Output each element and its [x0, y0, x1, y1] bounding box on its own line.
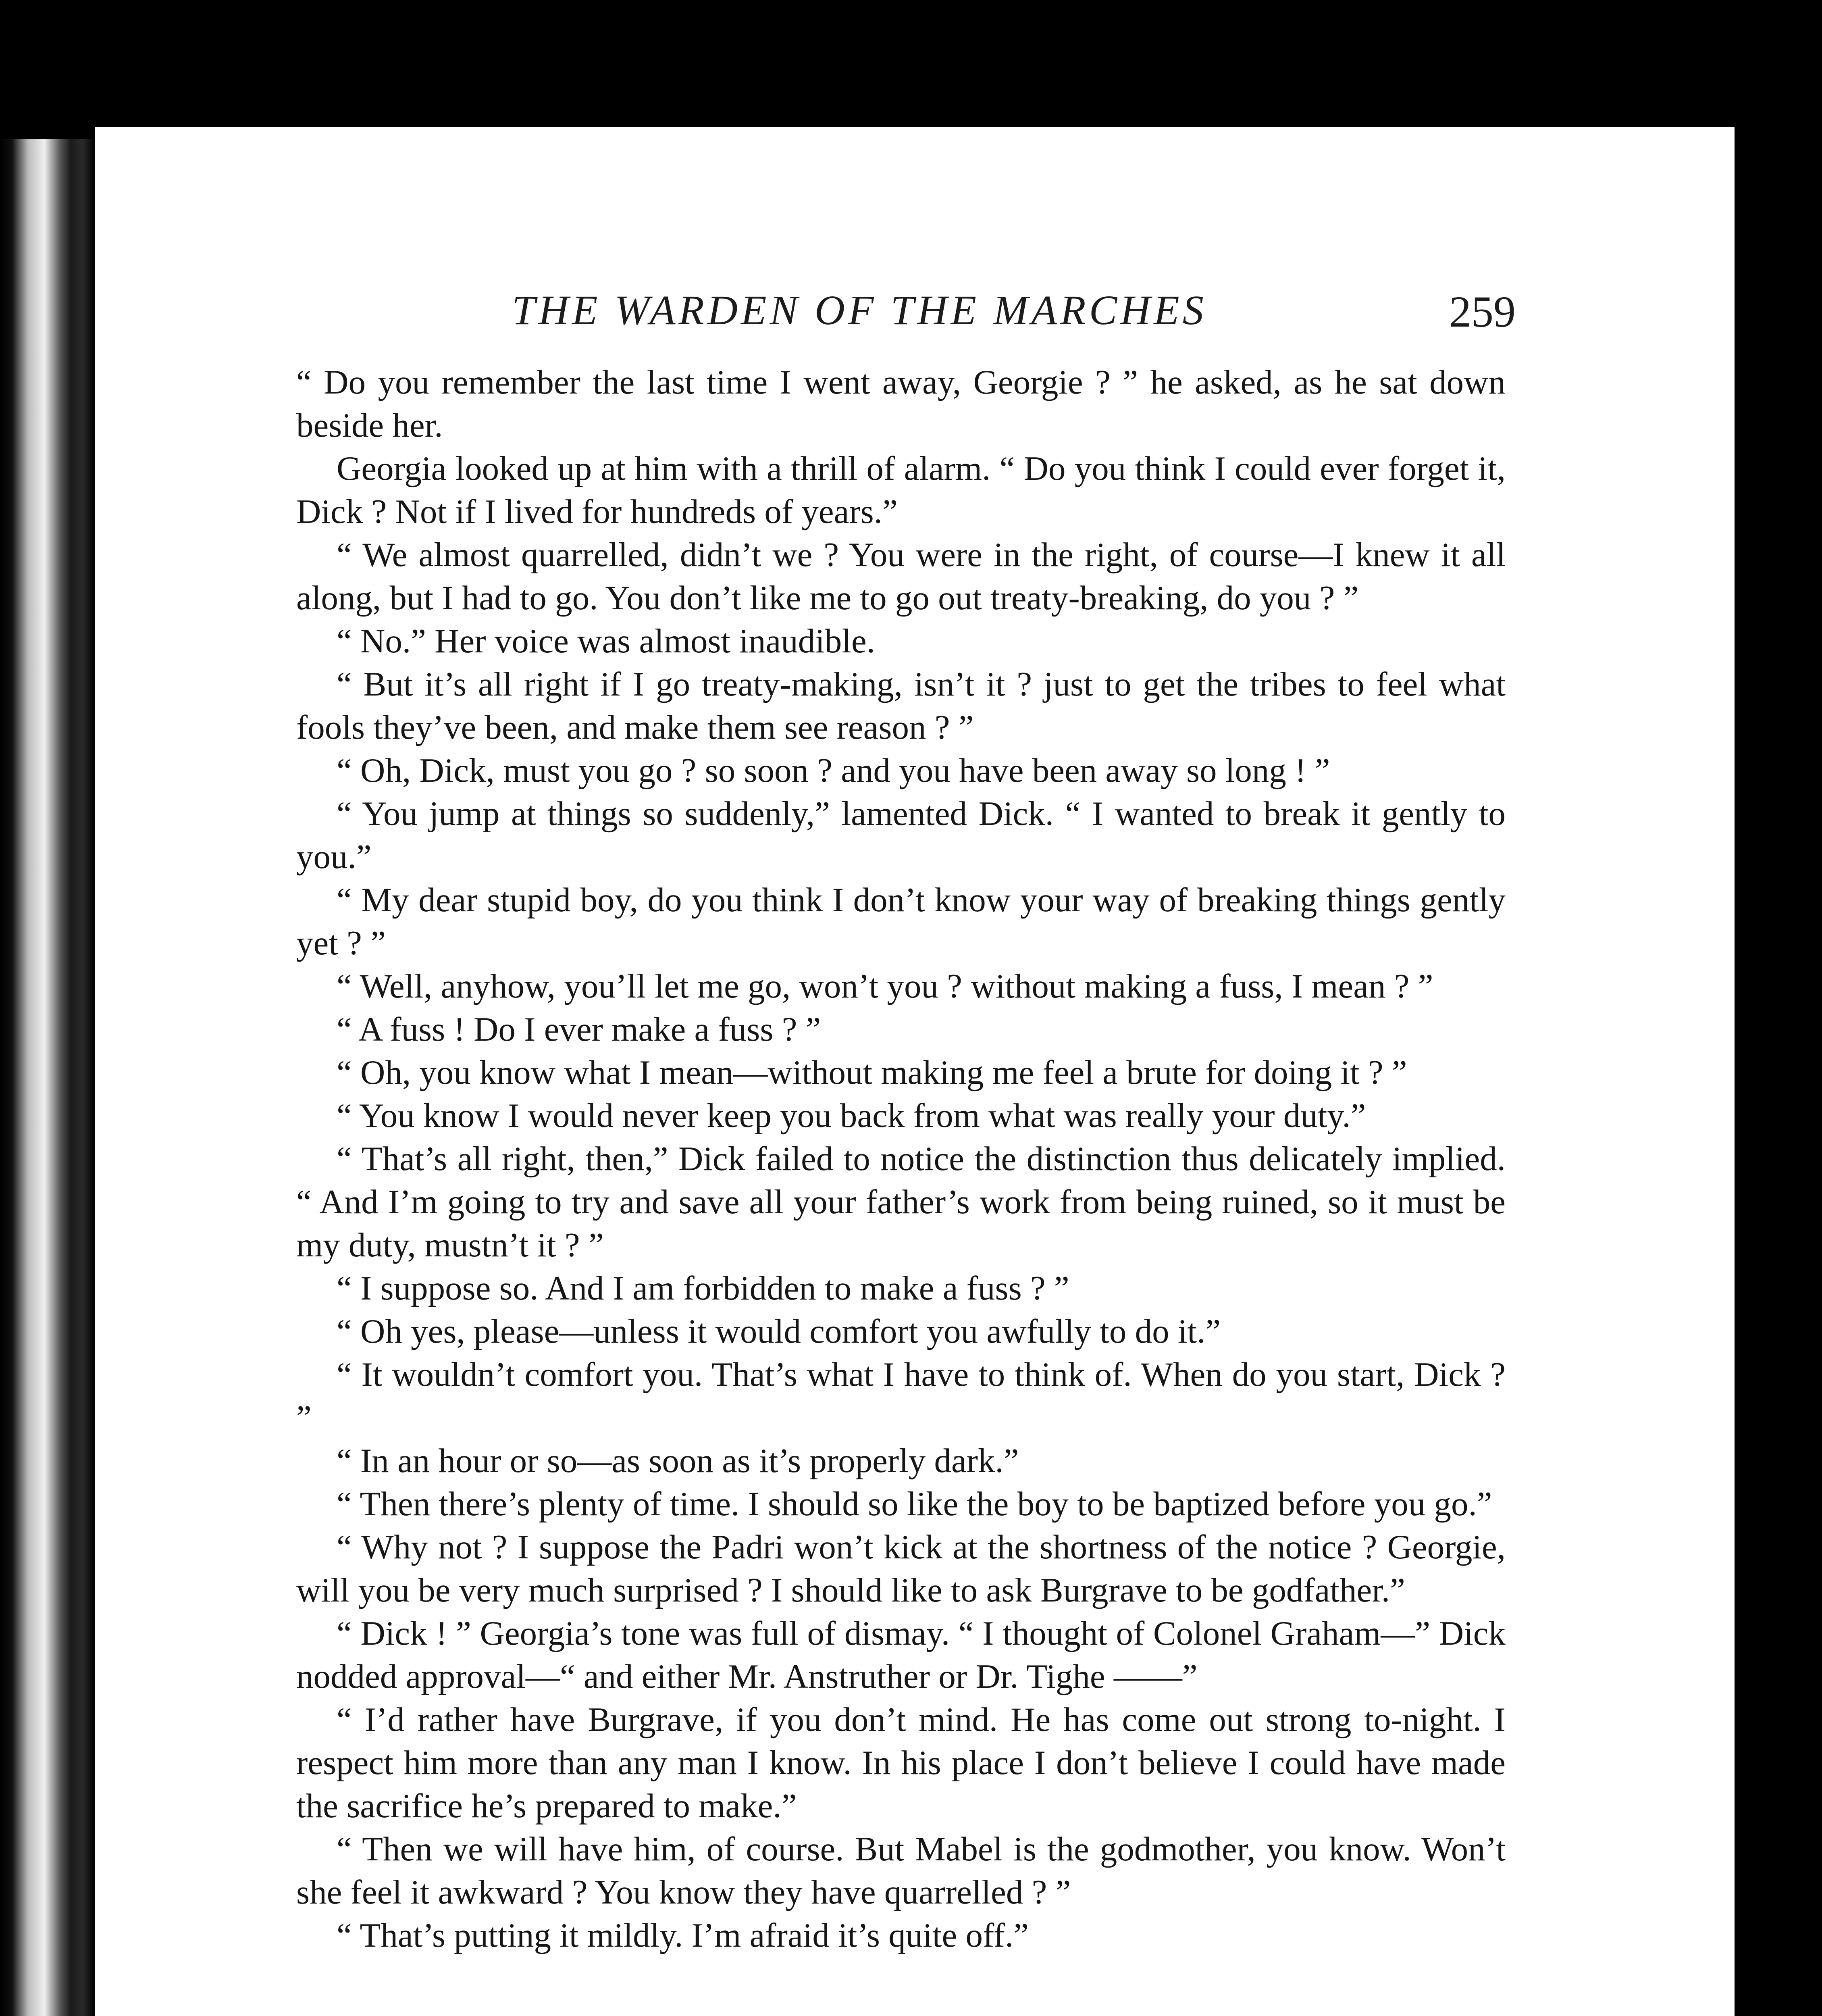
- paragraph: “ Then we will have him, of course. But Mabel is the godmother, you know. Won’t she feel it awkward ? You know they have quarrelled ? ”: [296, 1830, 1506, 1911]
- paragraph: “ Then there’s plenty of time. I should so like the boy to be baptized before you go.”: [337, 1485, 1492, 1523]
- paragraph: “ It wouldn’t comfort you. That’s what I have to think of. When do you start, Dick ? ”: [296, 1356, 1506, 1437]
- paragraph: “ Oh, you know what I mean—without making me feel a brute for doing it ? ”: [337, 1054, 1407, 1091]
- paragraph: “ That’s putting it mildly. I’m afraid it’s quite off.”: [337, 1916, 1029, 1954]
- running-title: THE WARDEN OF THE MARCHES: [512, 287, 1207, 333]
- paragraph: “ That’s all right, then,” Dick failed to notice the distinction thus delicately implied. “ And I’m going to try and save all your father’s work from being ruined, so it must be my duty, mustn’t it ? ”: [296, 1140, 1506, 1264]
- paragraph: Georgia looked up at him with a thrill of alarm. “ Do you think I could ever forget it, Dick ? Not if I lived for hundreds of years.”: [296, 450, 1506, 531]
- paragraph: “ You know I would never keep you back from what was really your duty.”: [337, 1097, 1366, 1135]
- body-text: [296, 361, 1506, 1957]
- paragraph: “ A fuss ! Do I ever make a fuss ? ”: [337, 1010, 821, 1048]
- paragraph: “ Oh, Dick, must you go ? so soon ? and you have been away so long ! ”: [337, 752, 1330, 789]
- paragraph: “ I’d rather have Burgrave, if you don’t mind. He has come out strong to-night. I respect him more than any man I know. In his place I don’t believe I could have made the sacrifice he’s prepared to make.”: [296, 1701, 1506, 1825]
- paragraph: “ I suppose so. And I am forbidden to make a fuss ? ”: [337, 1269, 1069, 1307]
- paragraph: “ But it’s all right if I go treaty-making, isn’t it ? just to get the tribes to feel what fools they’ve been, and make them see reason ? ”: [296, 665, 1506, 746]
- page-header: [512, 286, 1516, 347]
- paragraph: “ Do you remember the last time I went away, Georgie ? ” he asked, as he sat down beside her.: [296, 363, 1506, 444]
- paragraph: “ You jump at things so suddenly,” lamented Dick. “ I wanted to break it gently to you.”: [296, 795, 1506, 876]
- paragraph: “ In an hour or so—as soon as it’s properly dark.”: [337, 1442, 1019, 1480]
- page-number: 259: [1449, 287, 1516, 336]
- paragraph: “ We almost quarrelled, didn’t we ? You were in the right, of course—I knew it all along, but I had to go. You don’t like me to go out treaty-breaking, do you ? ”: [296, 536, 1506, 617]
- paragraph: “ Why not ? I suppose the Padri won’t kick at the shortness of the notice ? Georgie, will you be very much surprised ? I should like to ask Burgrave to be godfather.”: [296, 1528, 1506, 1609]
- book-spine-edge: [0, 139, 95, 2016]
- paragraph: “ No.” Her voice was almost inaudible.: [337, 622, 875, 660]
- paragraph: “ Dick ! ” Georgia’s tone was full of dismay. “ I thought of Colonel Graham—” Dick nodded approval—“ and either Mr. Anstruther or Dr. Tighe ——”: [296, 1614, 1506, 1695]
- paragraph: “ Oh yes, please—unless it would comfort you awfully to do it.”: [337, 1312, 1221, 1350]
- paragraph: “ My dear stupid boy, do you think I don’t know your way of breaking things gently yet ? ”: [296, 881, 1506, 962]
- paragraph: “ Well, anyhow, you’ll let me go, won’t you ? without making a fuss, I mean ? ”: [337, 967, 1433, 1005]
